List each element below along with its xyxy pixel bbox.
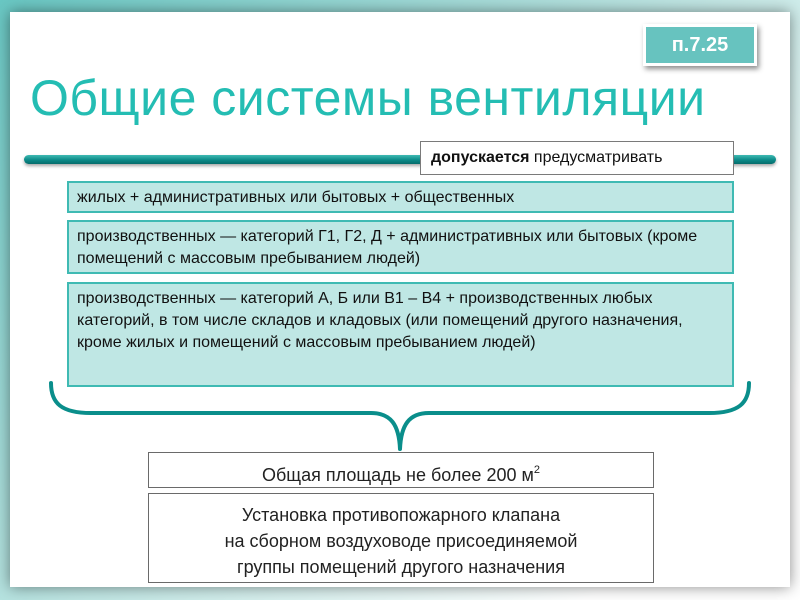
option-text: производственных — категорий А, Б или В1 – В4 + производственных любых категорий, в том числе складов и кладовых (или помещений другого назначения, кроме жилых и помещений с массовым пребыванием людей) [77,290,683,351]
condition-label-rest: предусматривать [529,149,663,166]
condition-label-bold: допускается [431,149,530,166]
fire-valve-line-1: Установка противопожарного клапана [241,505,561,525]
area-limit-superscript: 2 [533,464,540,476]
area-limit-box [148,452,654,488]
option-text: производственных — категорий Г1, Г2, Д + административных или бытовых (кроме помещений с массовым пребыванием людей) [77,228,698,267]
page-title: Общие системы вентиляции [30,70,706,126]
fire-valve-box [148,493,654,583]
area-limit-text: Общая площадь не более 200 м [262,465,534,485]
fire-valve-line-2: на сборном воздуховоде присоединяемой [224,531,578,551]
option-box-residential [67,181,734,213]
option-box-production-g-d [67,220,734,274]
fire-valve-line-3: группы помещений другого назначения [237,557,565,577]
curly-brace-icon [45,381,755,453]
option-text: жилых + административных или бытовых + общественных [77,189,515,206]
condition-label [420,141,734,175]
section-badge: п.7.25 [643,24,757,66]
option-box-production-a-b-v [67,282,734,387]
